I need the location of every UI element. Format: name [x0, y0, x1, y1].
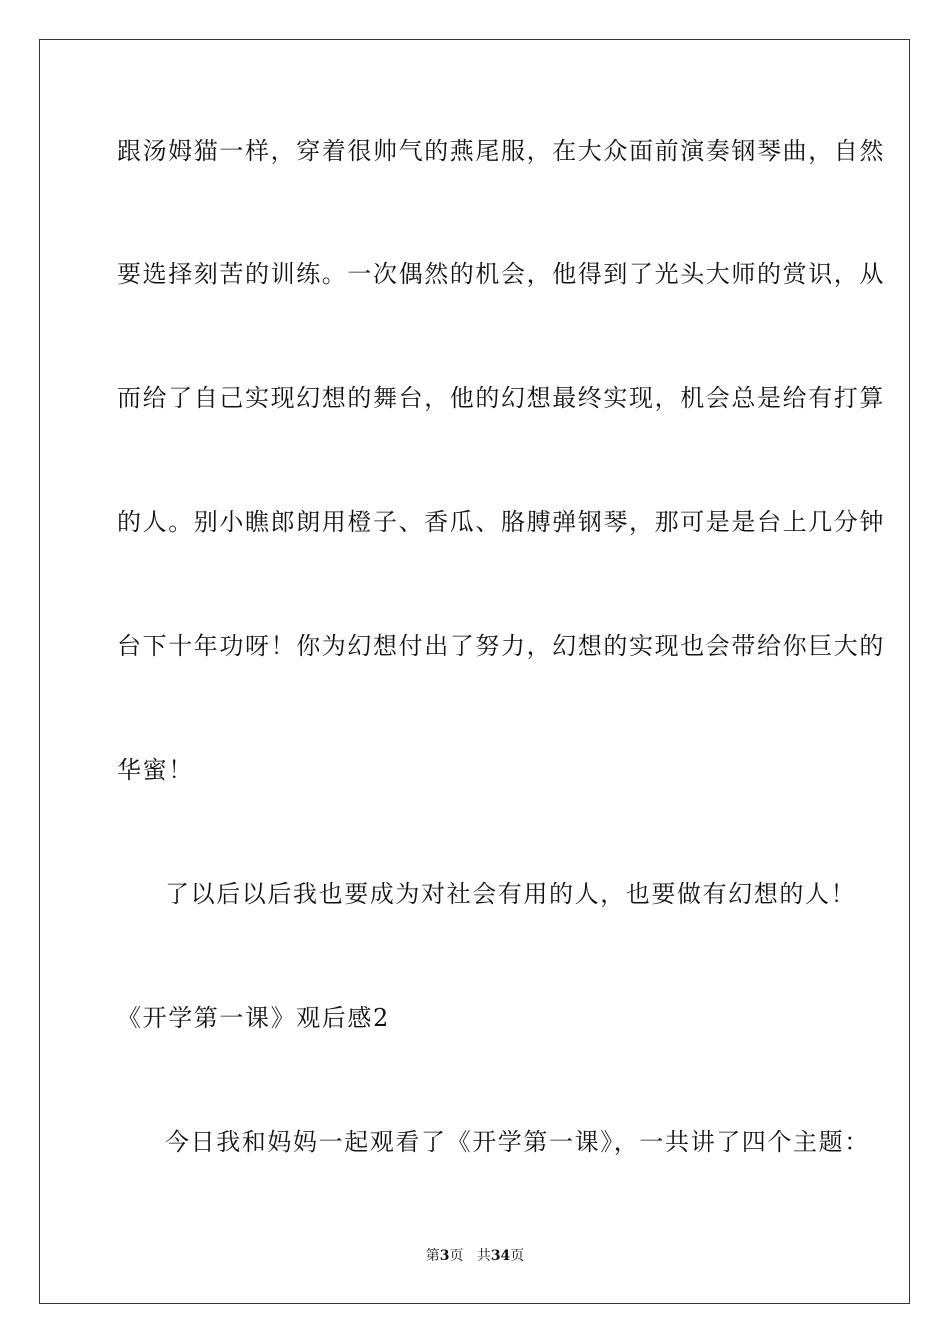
footer-page-number: 3: [439, 1248, 450, 1264]
section-title: 《开学第一课》观后感2: [117, 1004, 390, 1032]
page-footer: [0, 1247, 950, 1265]
footer-total-prefix: 共: [476, 1248, 491, 1264]
body-line-2: 要选择刻苦的训练。一次偶然的机会，他得到了光头大师的赏识，从: [117, 260, 885, 288]
section-intro-paragraph: 今日我和妈妈一起观看了《开学第一课》，一共讲了四个主题：: [165, 1128, 870, 1156]
conclusion-paragraph: 了以后以后我也要成为对社会有用的人，也要做有幻想的人！: [165, 880, 857, 908]
footer-total-suffix: 页: [510, 1248, 525, 1264]
footer-page-prefix: 第: [425, 1248, 440, 1264]
body-line-6: 华蜜！: [117, 756, 194, 784]
body-line-5: 台下十年功呀！你为幻想付出了努力，幻想的实现也会带给你巨大的: [117, 632, 885, 660]
page-border: [39, 39, 910, 1304]
footer-page-suffix: 页: [449, 1248, 464, 1264]
body-line-1: 跟汤姆猫一样，穿着很帅气的燕尾服，在大众面前演奏钢琴曲，自然: [117, 137, 885, 165]
body-line-3: 而给了自己实现幻想的舞台，他的幻想最终实现，机会总是给有打算: [117, 384, 885, 412]
footer-total-pages: 34: [490, 1248, 511, 1264]
body-line-4: 的人。别小瞧郎朗用橙子、香瓜、胳膊弹钢琴，那可是是台上几分钟: [117, 508, 885, 536]
